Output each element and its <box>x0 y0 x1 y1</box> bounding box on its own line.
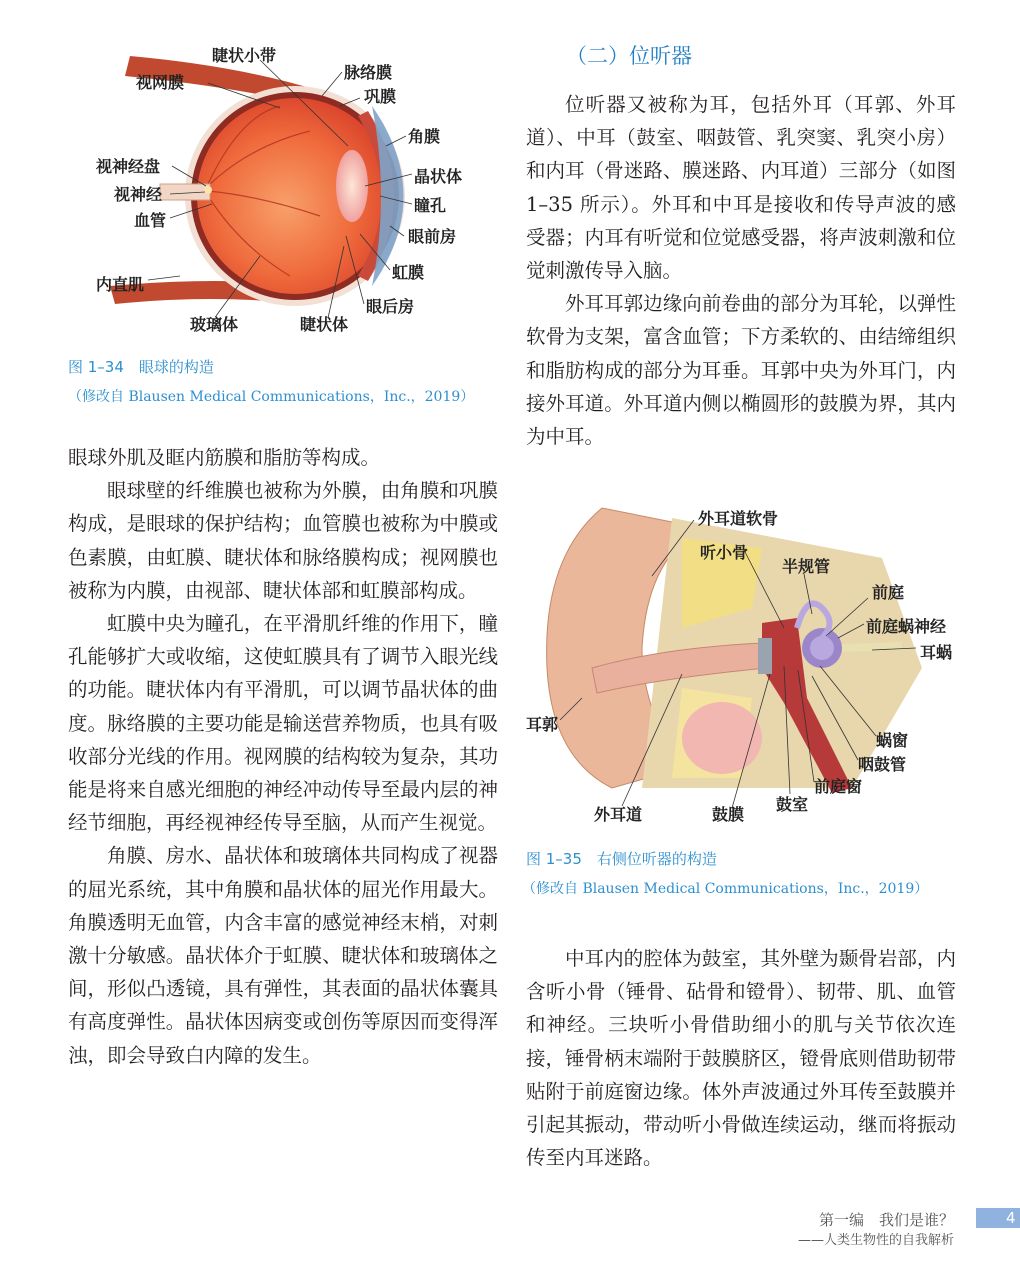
label-auricle: 耳郭 <box>526 715 559 734</box>
paragraph: 位听器又被称为耳，包括外耳（耳郭、外耳道）、中耳（鼓室、咽鼓管、乳突窦、乳突小房）和内耳（骨迷路、膜迷路、内耳道）三部分（如图 1–35 所示）。外耳和中耳是接收和传导声波的感受器；内耳有听觉和位觉感受器，将声波刺激和位觉刺激传导入脑。 <box>526 93 956 283</box>
left-text-column <box>68 441 498 1072</box>
label-vestibulocochlear-nerve: 前庭蜗神经 <box>866 617 947 636</box>
label-tympanic-cavity: 鼓室 <box>776 795 809 814</box>
figure-caption-ear: 图 1–35 右侧位听器的构造 <box>526 850 717 868</box>
label-iris: 虹膜 <box>392 263 425 282</box>
label-eustachian-tube: 咽鼓管 <box>858 755 907 774</box>
label-semicircular-canals: 半规管 <box>782 557 831 576</box>
footer-part-title: 第一编 我们是谁？ <box>818 1211 954 1229</box>
label-vestibule: 前庭 <box>872 583 905 602</box>
label-pupil: 瞳孔 <box>414 196 447 215</box>
label-ossicles: 听小骨 <box>700 543 749 562</box>
label-vitreous: 玻璃体 <box>190 315 239 334</box>
label-sclera: 巩膜 <box>364 87 397 106</box>
paragraph: 外耳耳郭边缘向前卷曲的部分为耳轮，以弹性软骨为支架，富含血管；下方柔软的、由结缔组织和脂肪构成的部分为耳垂。耳郭中央为外耳门，内接外耳道。外耳道内侧以椭圆形的鼓膜为界，其内为中耳。 <box>526 292 956 449</box>
label-optic-nerve: 视神经 <box>114 185 163 204</box>
page-number: 4 <box>976 1208 1020 1228</box>
footer-subtitle: ——人类生物性的自我解析 <box>797 1233 954 1248</box>
ear-figure <box>522 498 962 832</box>
label-ciliary-body: 睫状体 <box>300 315 349 334</box>
label-medial-rectus: 内直肌 <box>96 275 145 294</box>
figure-source-ear: （修改自 Blausen Medical Communications，Inc.，2019） <box>522 881 929 897</box>
label-retina: 视网膜 <box>136 73 185 92</box>
paragraph: 角膜、房水、晶状体和玻璃体共同构成了视器的屈光系统，其中角膜和晶状体的屈光作用最大。角膜透明无血管，内含丰富的感觉神经末梢，对刺激十分敏感。晶状体介于虹膜、睫状体和玻璃体之间，形似凸透镜，具有弹性，其表面的晶状体囊具有高度弹性。晶状体因病变或创伤等原因而变得浑浊，即会导致白内障的发生。 <box>68 844 498 1067</box>
label-choroid: 脉络膜 <box>344 63 393 82</box>
figure-source-eye: （修改自 Blausen Medical Communications，Inc.，2019） <box>68 389 475 405</box>
label-cochlea: 耳蜗 <box>920 643 953 662</box>
label-anterior-chamber: 眼前房 <box>408 227 457 246</box>
label-optic-disc: 视神经盘 <box>96 157 161 176</box>
label-round-window: 蜗窗 <box>876 731 909 750</box>
paragraph: 中耳内的腔体为鼓室，其外壁为颞骨岩部，内含听小骨（锤骨、砧骨和镫骨）、韧带、肌、血管和神经。三块听小骨借助细小的肌与关节依次连接，锤骨柄末端附于鼓膜脐区，镫骨底则借助韧带贴附于前庭窗边缘。体外声波通过外耳传至鼓膜并引起其振动，带动听小骨做连续运动，继而将振动传至内耳迷路。 <box>526 947 956 1170</box>
right-text-bottom <box>526 942 956 1174</box>
right-text-top <box>526 88 956 453</box>
label-lens: 晶状体 <box>414 167 463 186</box>
label-cornea: 角膜 <box>408 127 441 146</box>
label-posterior-chamber: 眼后房 <box>366 297 415 316</box>
label-blood-vessel: 血管 <box>134 211 167 230</box>
label-ciliary-zonule: 睫状小带 <box>212 46 277 65</box>
label-ear-canal: 外耳道 <box>594 805 643 824</box>
label-oval-window: 前庭窗 <box>814 777 863 796</box>
paragraph: 眼球外肌及眶内筋膜和脂肪等构成。 <box>68 446 381 469</box>
section-title: （二）位听器 <box>566 44 692 68</box>
paragraph: 眼球壁的纤维膜也被称为外膜，由角膜和巩膜构成，是眼球的保护结构；血管膜也被称为中膜或色素膜，由虹膜、睫状体和脉络膜构成；视网膜也被称为内膜，由视部、睫状体部和虹膜部构成。 <box>68 479 498 602</box>
label-eardrum: 鼓膜 <box>712 805 745 824</box>
eye-figure <box>90 36 510 336</box>
paragraph: 虹膜中央为瞳孔，在平滑肌纤维的作用下，瞳孔能够扩大或收缩，这使虹膜具有了调节入眼光线的功能。睫状体内有平滑肌，可以调节晶状体的曲度。脉络膜的主要功能是输送营养物质，也具有吸收部分光线的作用。视网膜的结构较为复杂，其功能是将来自感光细胞的神经冲动传导至最内层的神经节细胞，再经视神经传导至脑，从而产生视觉。 <box>68 612 498 835</box>
label-ear-canal-cartilage: 外耳道软骨 <box>698 509 779 528</box>
figure-caption-eye: 图 1–34 眼球的构造 <box>68 358 214 376</box>
